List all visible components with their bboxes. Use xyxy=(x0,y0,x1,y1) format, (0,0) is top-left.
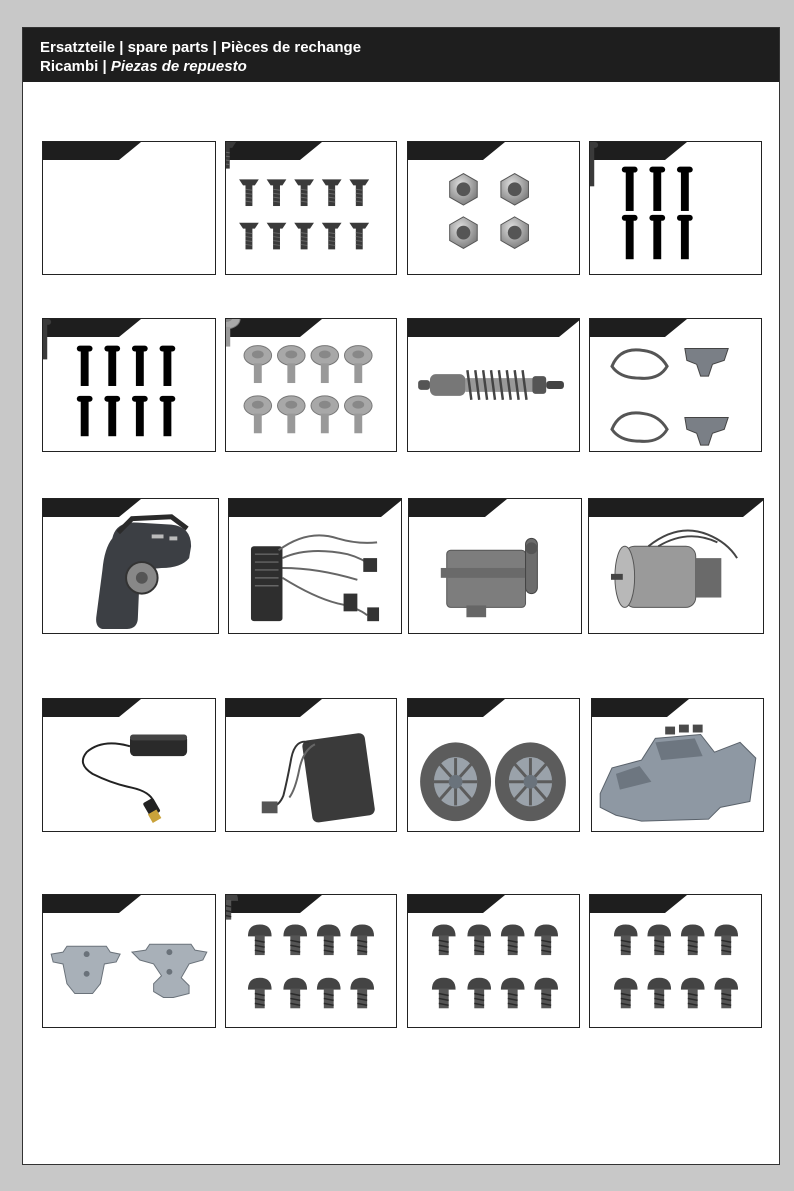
shock-absorber-icon xyxy=(408,319,579,451)
part-card-body[interactable] xyxy=(591,698,764,832)
header-title-spanish: Piezas de repuesto xyxy=(110,58,247,75)
part-card-pan-screws-2[interactable] xyxy=(407,894,580,1028)
part-card-esc[interactable] xyxy=(228,498,402,634)
lock-nuts-icon xyxy=(408,142,579,274)
bumper-mounts-icon xyxy=(590,319,761,451)
part-card-pan-screws-1[interactable] xyxy=(225,894,397,1028)
usb-charger-icon xyxy=(43,699,215,831)
tires-icon xyxy=(408,699,579,831)
part-card-charger[interactable] xyxy=(42,698,216,832)
pan-head-screws-icon xyxy=(590,895,761,1027)
part-card-long-screws-6[interactable] xyxy=(589,141,762,275)
part-card-long-screws-8[interactable] xyxy=(42,318,216,452)
pan-head-screws-icon xyxy=(408,895,579,1027)
part-card-transmitter[interactable] xyxy=(42,498,219,634)
remote-transmitter-icon xyxy=(43,499,218,633)
battery-pack-icon xyxy=(226,699,396,831)
long-screws-icon xyxy=(43,319,215,451)
part-card-motor[interactable] xyxy=(588,498,764,634)
part-card-servo[interactable] xyxy=(408,498,582,634)
part-card-tires[interactable] xyxy=(407,698,580,832)
part-card-bumpers[interactable] xyxy=(589,318,762,452)
pan-head-screws-icon xyxy=(226,895,396,1027)
part-card-battery[interactable] xyxy=(225,698,397,832)
esc-receiver-icon xyxy=(229,499,401,633)
shock-towers-icon xyxy=(43,895,215,1027)
part-card-flat-screws[interactable] xyxy=(225,141,397,275)
part-card-shock[interactable] xyxy=(407,318,580,452)
part-card-shock-towers[interactable] xyxy=(42,894,216,1028)
part-card-flange-screws[interactable] xyxy=(225,318,397,452)
part-number-tab xyxy=(43,142,141,160)
header-title-ricambi: Ricambi | xyxy=(40,58,111,75)
header-title-line-2 xyxy=(40,57,779,76)
car-body-shell-icon xyxy=(592,699,763,831)
long-screws-icon xyxy=(590,142,761,274)
header-title-line-1: Ersatzteile | spare parts | Pièces de rechange xyxy=(40,39,362,56)
servo-icon xyxy=(409,499,581,633)
part-card-nuts[interactable] xyxy=(407,141,580,275)
part-card-blank[interactable] xyxy=(42,141,216,275)
countersunk-screws-icon xyxy=(226,142,396,274)
page-header xyxy=(23,28,779,82)
spare-parts-page xyxy=(22,27,780,1165)
flange-screws-icon xyxy=(226,319,396,451)
part-card-pan-screws-3[interactable] xyxy=(589,894,762,1028)
motor-icon xyxy=(589,499,763,633)
